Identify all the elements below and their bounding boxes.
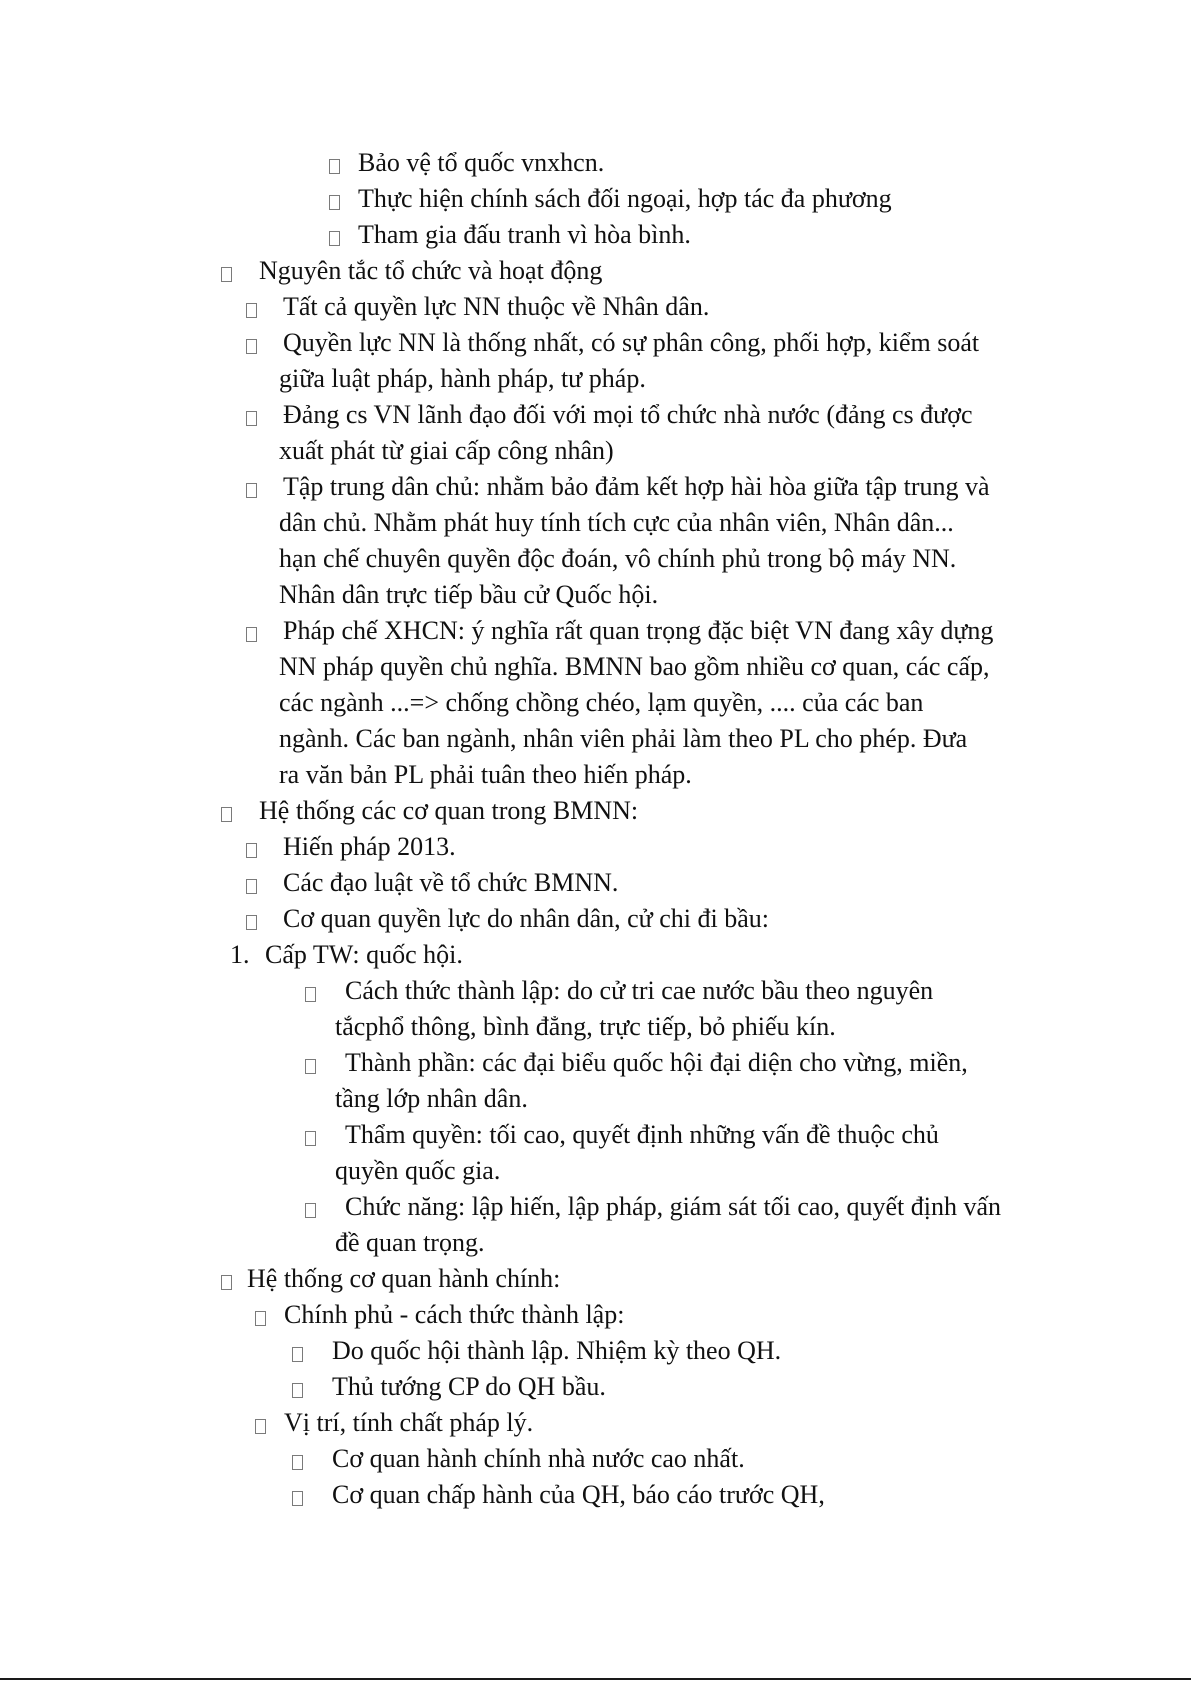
list-item-text: NN pháp quyền chủ nghĩa. BMNN bao gồm nhiều cơ quan, các cấp, xyxy=(279,652,990,681)
list-item-text: Các đạo luật về tổ chức BMNN. xyxy=(283,868,619,897)
bullet-box-icon xyxy=(292,1455,303,1470)
list-item-text: Tập trung dân chủ: nhằm bảo đảm kết hợp hài hòa giữa tập trung và xyxy=(283,472,990,501)
list-item-text: các ngành ...=> chống chồng chéo, lạm quyền, .... của các ban xyxy=(279,688,924,717)
list-item-text: Thủ tướng CP do QH bầu. xyxy=(332,1372,606,1401)
list-item-text: quyền quốc gia. xyxy=(335,1156,501,1185)
bullet-box-icon xyxy=(292,1491,303,1506)
page-bottom-rule xyxy=(0,1678,1191,1680)
bullet-box-icon xyxy=(305,1203,316,1218)
bullet-box-icon xyxy=(255,1419,266,1434)
list-item-text: Đảng cs VN lãnh đạo đối với mọi tổ chức nhà nước (đảng cs được xyxy=(283,400,973,429)
list-item-text: ra văn bản PL phải tuân theo hiến pháp. xyxy=(279,760,692,789)
bullet-box-icon xyxy=(329,159,340,174)
list-item-text: hạn chế chuyên quyền độc đoán, vô chính phủ trong bộ máy NN. xyxy=(279,544,957,573)
list-item-text: Thành phần: các đại biểu quốc hội đại diện cho vừng, miền, xyxy=(345,1048,968,1077)
bullet-box-icon xyxy=(246,843,257,858)
list-item-text: Cách thức thành lập: do cử tri cae nước bầu theo nguyên xyxy=(345,976,934,1005)
list-item-text: Chức năng: lập hiến, lập pháp, giám sát tối cao, quyết định vấn xyxy=(345,1192,1001,1221)
list-item-text: Cơ quan hành chính nhà nước cao nhất. xyxy=(332,1444,745,1473)
list-item-text: Thực hiện chính sách đối ngoại, hợp tác đa phương xyxy=(358,184,892,213)
section-heading: Nguyên tắc tổ chức và hoạt động xyxy=(259,256,603,285)
bullet-box-icon xyxy=(292,1347,303,1362)
list-item-text: Cơ quan quyền lực do nhân dân, cử chi đi bầu: xyxy=(283,904,769,933)
list-item-text: tắcphổ thông, bình đẳng, trực tiếp, bỏ phiếu kín. xyxy=(335,1012,836,1041)
list-item-text: Chính phủ - cách thức thành lập: xyxy=(284,1300,625,1329)
bullet-box-icon xyxy=(221,267,232,282)
list-item-text: xuất phát từ giai cấp công nhân) xyxy=(279,436,614,465)
section-heading: Hệ thống các cơ quan trong BMNN: xyxy=(259,796,639,825)
bullet-box-icon xyxy=(246,339,257,354)
bullet-box-icon xyxy=(246,483,257,498)
list-item-text: Bảo vệ tổ quốc vnxhcn. xyxy=(358,148,605,177)
bullet-box-icon xyxy=(246,627,257,642)
list-item-text: ngành. Các ban ngành, nhân viên phải làm theo PL cho phép. Đưa xyxy=(279,724,968,753)
bullet-box-icon xyxy=(221,1275,232,1290)
list-item-text: Cấp TW: quốc hội. xyxy=(265,940,463,969)
list-item-text: Thẩm quyền: tối cao, quyết định những vấn đề thuộc chủ xyxy=(345,1120,939,1149)
list-item-text: dân chủ. Nhằm phát huy tính tích cực của nhân viên, Nhân dân... xyxy=(279,508,954,537)
list-item-text: Tham gia đấu tranh vì hòa bình. xyxy=(358,220,691,249)
list-item-text: giữa luật pháp, hành pháp, tư pháp. xyxy=(279,364,646,393)
bullet-box-icon xyxy=(305,1059,316,1074)
bullet-box-icon xyxy=(305,1131,316,1146)
list-item-text: Vị trí, tính chất pháp lý. xyxy=(284,1408,534,1437)
list-item-text: tầng lớp nhân dân. xyxy=(335,1084,528,1113)
bullet-box-icon xyxy=(246,915,257,930)
list-item-text: Cơ quan chấp hành của QH, báo cáo trước QH, xyxy=(332,1480,825,1509)
list-item-text: Nhân dân trực tiếp bầu cử Quốc hội. xyxy=(279,580,659,609)
list-item-text: Quyền lực NN là thống nhất, có sự phân công, phối hợp, kiểm soát xyxy=(283,328,980,357)
bullet-box-icon xyxy=(292,1383,303,1398)
bullet-box-icon xyxy=(246,411,257,426)
list-item-text: Pháp chế XHCN: ý nghĩa rất quan trọng đặc biệt VN đang xây dựng xyxy=(283,616,994,645)
section-heading: Hệ thống cơ quan hành chính: xyxy=(247,1264,561,1293)
bullet-box-icon xyxy=(255,1311,266,1326)
bullet-box-icon xyxy=(246,879,257,894)
list-item-text: Tất cả quyền lực NN thuộc về Nhân dân. xyxy=(283,292,710,321)
list-item-text: Do quốc hội thành lập. Nhiệm kỳ theo QH. xyxy=(332,1336,782,1365)
bullet-box-icon xyxy=(221,807,232,822)
bullet-box-icon xyxy=(246,303,257,318)
bullet-box-icon xyxy=(305,987,316,1002)
bullet-box-icon xyxy=(329,195,340,210)
bullet-box-icon xyxy=(329,231,340,246)
list-number: 1. xyxy=(230,940,250,969)
list-item-text: Hiến pháp 2013. xyxy=(283,832,456,861)
list-item-text: đề quan trọng. xyxy=(335,1228,485,1257)
